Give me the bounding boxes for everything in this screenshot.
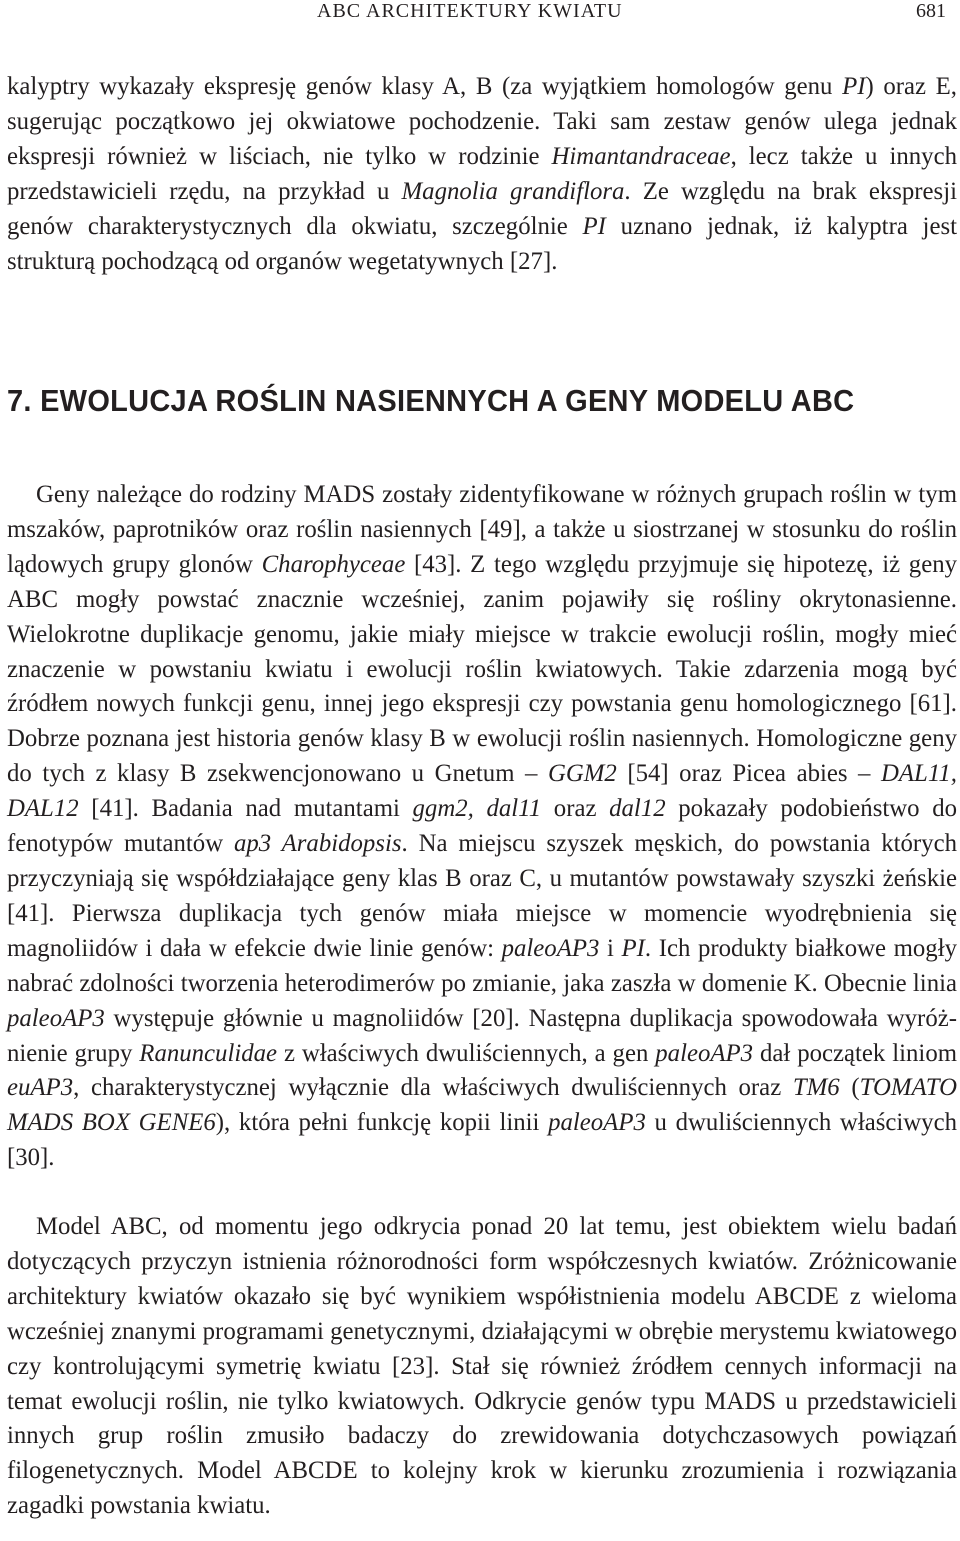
running-header <box>0 0 960 26</box>
paragraph-mads-evolution: Geny należące do rodziny MADS zostały zidentyfikowane w różnych grupach roślin w tym mszaków, paprotników oraz roślin nasiennych [49], a także u siostrzanej w stosunku do roślin lądowych grupy glonów Charophyceae [43]. Z tego względu przyjmuje się hipotezę, iż geny ABC mogły powstać znacznie wcześniej, zanim pojawiły się rośliny okrytonasienne. Wielokrotne duplikacje genomu, jakie miały miejsce w trakcie ewolucji roślin, mogły mieć znaczenie w powstaniu kwiatu i ewolucji roślin kwiatowych. Takie zdarzenia mogą być źródłem nowych funkcji genu, innej jego ekspresji czy powstania genu homologicznego [61]. Dobrze poznana jest historia genów klasy B w ewolucji roślin nasiennych. Homologiczne geny do tych z klasy B zsekwencjonowano u Gnetum – GGM2 [54] oraz Picea abies – DAL11, DAL12 [41]. Badania nad mutantami ggm2, dal11 oraz dal12 pokazały podobieństwo do fenotypów mutantów ap3 Arabidopsis. Na miejscu szyszek męskich, do powstania których przyczyniają się współdziałające geny klas B oraz C, u mutantów powstawały szyszki żeńskie [41]. Pierwsza duplikacja tych genów miała miejsce w momencie wyodrębnienia się magnoliidów i dała w efekcie dwie linie genów: paleoAP3 i PI. Ich produkty białkowe mogły nabrać zdolności tworzenia heterodimerów po zmianie, jaka zaszła w domenie K. Obecnie linia paleoAP3 występuje głównie u magnoliidów [20]. Następna duplikacja spowodowała wyróżnienie grupy Ranunculidae z właściwych dwuliściennych, a gen paleoAP3 dał początek liniom euAP3, charakterystycznej wyłącznie dla właściwych dwuliściennych oraz TM6 (TOMATO MADS BOX GENE6), która pełni funkcję kopii linii paleoAP3 u dwuliściennych właściwych [30]. <box>7 481 958 1172</box>
section-heading: 7. EWOLUCJA ROŚLIN NASIENNYCH A GENY MODELU ABC <box>7 383 855 418</box>
page-number: 681 <box>916 0 946 22</box>
paragraph-continued: kalyptry wykazały ekspresję genów klasy A, B (za wyjątkiem homologów genu PI) oraz E, sugerując początkowo jej okwiatowe pochodzenie. Taki sam zestaw genów ulega jednak ekspresji również w liściach, nie tylko w rodzinie Himantandraceae, lecz także u innych przedstawicieli rzędu, na przykład u Magnolia grandiflora. Ze względu na brak ekspresji genów charakterystycznych dla okwiatu, szczególnie PI uznano jednak, iż kalyptra jest strukturą pochodzącą od organów wegetatywnych [27]. <box>7 73 957 275</box>
running-title: ABC ARCHITEKTURY KWIATU <box>317 0 623 22</box>
paragraph-abc-model: Model ABC, od momentu jego odkrycia ponad 20 lat temu, jest obiektem wielu badań dotyczących przyczyn istnienia różnorodności form współczesnych kwiatów. Zróżnicowanie architektury kwiatów okazało się być wynikiem współistnienia modelu ABCDE z wieloma wcześniej znanymi programami genetycznymi, działającymi w obrębie merystemu kwiatowego czy kontrolującymi symetrię kwiatu [23]. Stał się również źródłem cennych informacji na temat ewolucji roślin, nie tylko kwiatowych. Odkrycie genów typu MADS u przedstawicieli innych grup roślin zmusiło badaczy do zrewidowania dotychczasowych powiązań filogenetycznych. Model ABCDE to kolejny krok w kierunku zrozumienia i rozwiązania zagadki powstania kwiatu. <box>7 1213 957 1520</box>
